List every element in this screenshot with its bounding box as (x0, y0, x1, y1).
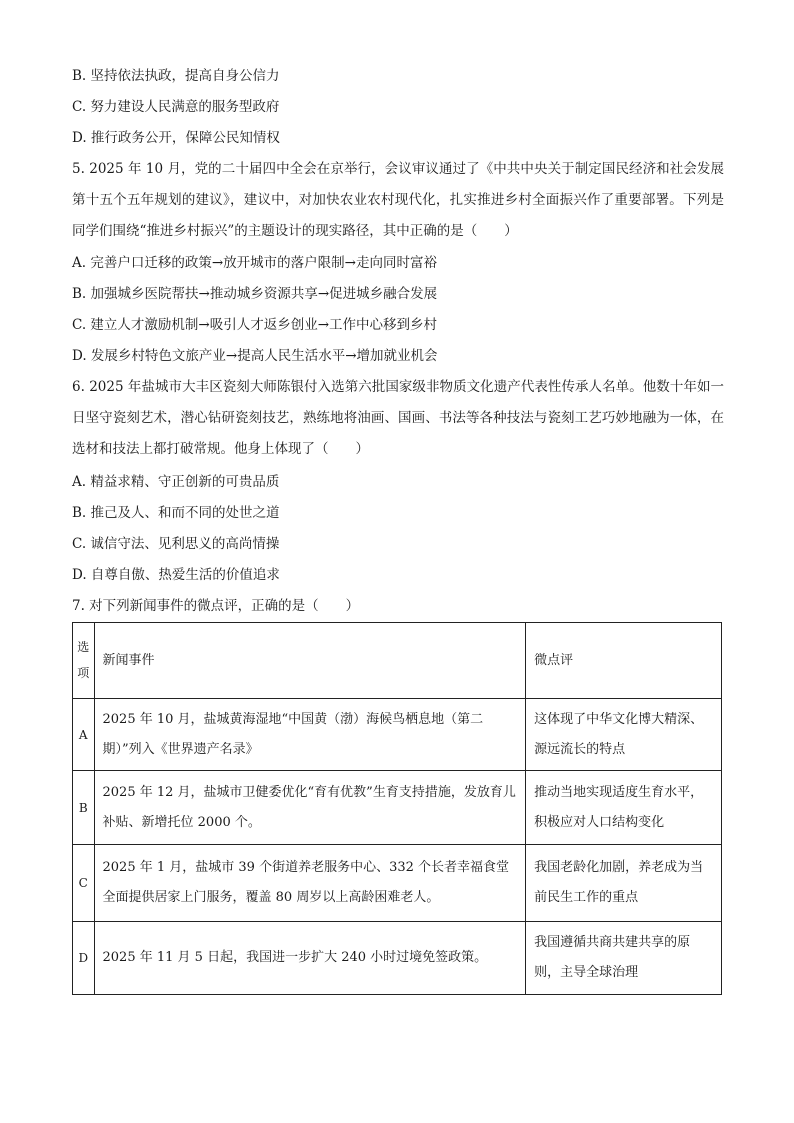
row-comment: 我国遵循共商共建共享的原则，主导全球治理 (526, 922, 722, 995)
row-option: C (73, 845, 95, 922)
q6-stem: 6. 2025 年盐城市大丰区瓷刻大师陈银付入选第六批国家级非物质文化遗产代表性传承人名单。他数十年如一日坚守瓷刻艺术，潜心钻研瓷刻技艺，熟练地将油画、国画、书法等各种技法与瓷刻工艺巧妙地融为一体，在选材和技法上都打破常规。他身上体现了（ ） (72, 379, 724, 457)
row-event: 2025 年 1 月，盐城市 39 个街道养老服务中心、332 个长者幸福食堂全面提供居家上门服务，覆盖 80 周岁以上高龄困难老人。 (94, 845, 526, 922)
q4-option-c: C. 努力建设人民满意的服务型政府 (72, 99, 280, 115)
row-option: B (73, 771, 95, 845)
q6-option-a: A. 精益求精、守正创新的可贵品质 (72, 474, 280, 490)
header-comment: 微点评 (526, 623, 722, 699)
row-event: 2025 年 10 月，盐城黄海湿地“中国黄（渤）海候鸟栖息地（第二期）”列入《世界遗产名录》 (94, 699, 526, 771)
q5-option-c: C. 建立人才激励机制→吸引人才返乡创业→工作中心移到乡村 (72, 317, 438, 333)
q6-option-b: B. 推己及人、和而不同的处世之道 (72, 505, 280, 521)
table-row (73, 922, 722, 995)
q5-option-b: B. 加强城乡医院帮扶→推动城乡资源共享→促进城乡融合发展 (72, 286, 438, 302)
row-event: 2025 年 11 月 5 日起，我国进一步扩大 240 小时过境免签政策。 (94, 922, 526, 995)
row-option: D (73, 922, 95, 995)
q7-stem: 7. 对下列新闻事件的微点评，正确的是（ ） (72, 598, 360, 614)
row-comment: 这体现了中华文化博大精深、源远流长的特点 (526, 699, 722, 771)
row-event: 2025 年 12 月，盐城市卫健委优化“育有优教”生育支持措施，发放育儿补贴、新增托位 2000 个。 (94, 771, 526, 845)
row-comment: 我国老龄化加剧，养老成为当前民生工作的重点 (526, 845, 722, 922)
header-event: 新闻事件 (94, 623, 526, 699)
q5-option-a: A. 完善户口迁移的政策→放开城市的落户限制→走向同时富裕 (72, 255, 437, 271)
table-row (73, 771, 722, 845)
q5-stem: 5. 2025 年 10 月，党的二十届四中全会在京举行，会议审议通过了《中共中央关于制定国民经济和社会发展第十五个五年规划的建议》，建议中，对加快农业农村现代化，扎实推进乡村全面振兴作了重要部署。下列是同学们围绕“推进乡村振兴”的主题设计的现实路径，其中正确的是（ ） (72, 161, 724, 239)
q4-option-d: D. 推行政务公开，保障公民知情权 (72, 130, 280, 146)
table-header-row (73, 623, 722, 699)
table-row (73, 845, 722, 922)
q6-option-d: D. 自尊自傲、热爱生活的价值追求 (72, 567, 280, 583)
q6-option-c: C. 诚信守法、见利思义的高尚情操 (72, 536, 280, 552)
header-option: 选项 (73, 623, 95, 699)
news-table (72, 622, 722, 995)
table-row (73, 699, 722, 771)
row-comment: 推动当地实现适度生育水平，积极应对人口结构变化 (526, 771, 722, 845)
q5-option-d: D. 发展乡村特色文旅产业→提高人民生活水平→增加就业机会 (72, 348, 438, 364)
q4-option-b: B. 坚持依法执政，提高自身公信力 (72, 68, 280, 84)
row-option: A (73, 699, 95, 771)
